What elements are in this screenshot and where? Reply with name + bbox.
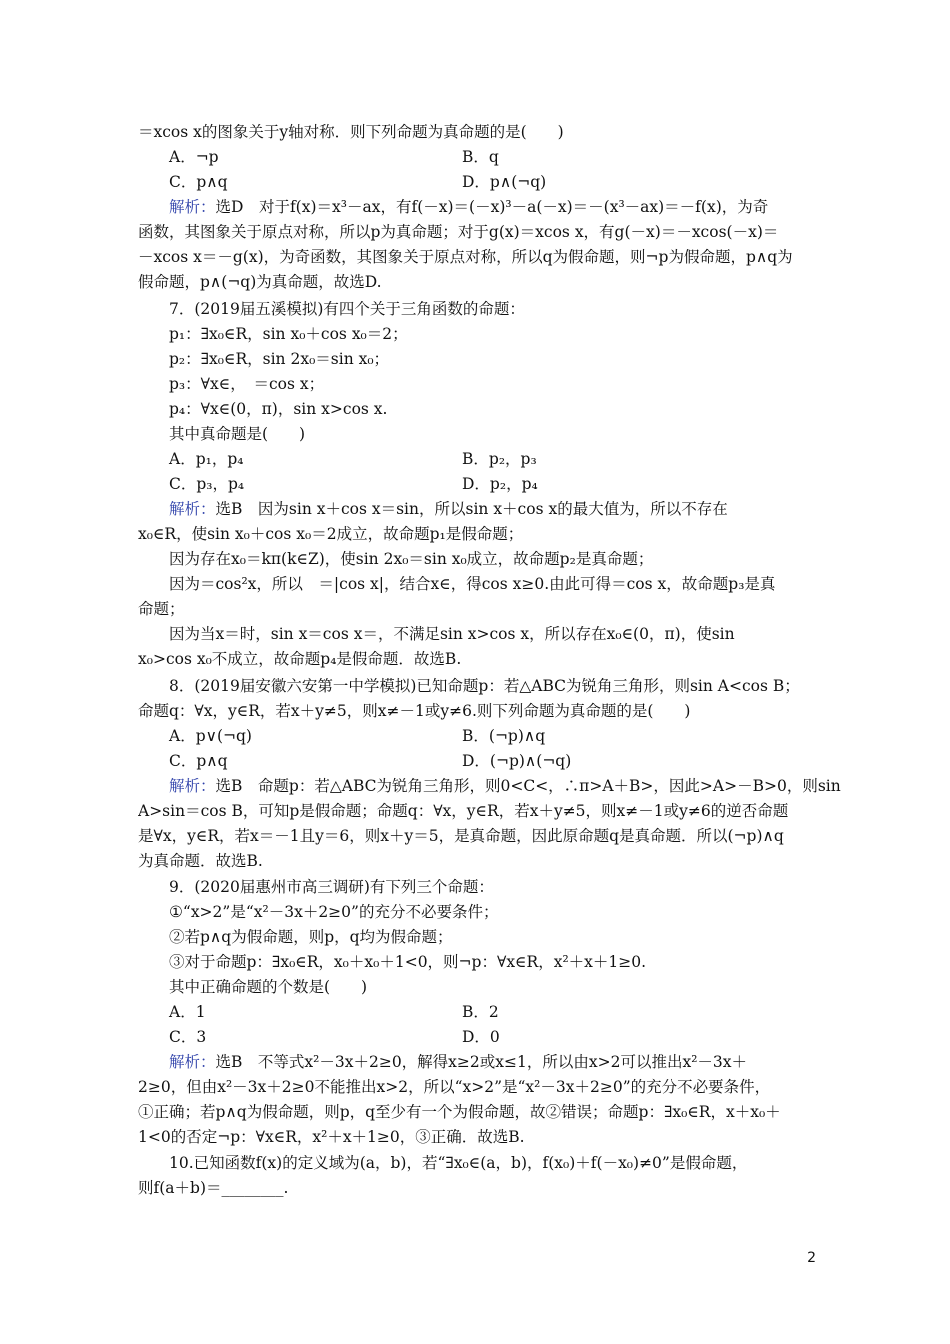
q6-analysis-line: －xcos x＝－g(x)，为奇函数，其图象关于原点对称，所以q为假命题，则¬p为假命题，p∧q为 [138,248,793,266]
q7-analysis-line: 解析：选B 因为sin x＋cos x＝sin，所以sin x＋cos x的最大值为，所以不存在 [169,500,728,518]
q7-prop: p₄：∀x∈(0，π)，sin x>cos x. [169,400,388,418]
q8-analysis-line: 是∀x，y∈R，若x＝－1且y＝6，则x＋y＝5，是真命题，因此原命题q是真命题．所以(¬p)∧q [138,827,784,845]
q7-analysis-line: 命题； [138,600,185,618]
q7-option-c: C．p₃，p₄ [169,475,245,493]
q7-analysis-line: 因为存在x₀＝kπ(k∈Z)，使sin 2x₀＝sin x₀成立，故命题p₂是真命题； [169,550,654,568]
q6-stem: ＝xcos x的图象关于y轴对称．则下列命题为真命题的是( ) [138,123,564,141]
analysis-label: 解析： [169,777,216,795]
analysis-label: 解析： [169,1053,216,1071]
q8-stem: 8．(2019届安徽六安第一中学模拟)已知命题p：若△ABC为锐角三角形，则sin A<cos B； [169,677,800,695]
q10-stem: 则f(a＋b)＝________. [138,1179,289,1197]
q7-prop: p₁：∃x₀∈R，sin x₀＋cos x₀＝2； [169,325,408,343]
q9-analysis-line: 1<0的否定¬p：∀x∈R，x²＋x＋1≥0，③正确．故选B. [138,1128,525,1146]
q6-option-d: D．p∧(¬q) [462,173,547,191]
q9-item: ②若p∧q为假命题，则p，q均为假命题； [169,928,453,946]
q10-stem: 10.已知函数f(x)的定义域为(a，b)，若“∃x₀∈(a，b)，f(x₀)＋f(－x₀)≠0”是假命题， [169,1154,748,1172]
q7-analysis-line: x₀∈R，使sin x₀＋cos x₀＝2成立，故命题p₁是假命题； [138,525,524,543]
q9-option-a: A．1 [169,1003,206,1021]
q7-analysis-line: x₀>cos x₀不成立，故命题p₄是假命题．故选B. [138,650,462,668]
q9-item: ③对于命题p：∃x₀∈R，x₀＋x₀＋1<0，则¬p：∀x∈R，x²＋x＋1≥0. [169,953,647,971]
q7-stem: 7．(2019届五溪模拟)有四个关于三角函数的命题： [169,300,525,318]
q8-option-c: C．p∧q [169,752,228,770]
q9-option-c: C．3 [169,1028,207,1046]
q9-ask: 其中正确命题的个数是( ) [169,978,368,996]
q8-option-d: D．(¬p)∧(¬q) [462,752,572,770]
page-number: 2 [807,1250,816,1266]
q8-stem: 命题q：∀x，y∈R，若x＋y≠5，则x≠－1或y≠6.则下列命题为真命题的是( ) [138,702,691,720]
q8-analysis-line: 解析：选B 命题p：若△ABC为锐角三角形，则0<C<，∴π>A＋B>，因此>A>－B>0，则sin [169,777,841,795]
q7-option-b: B．p₂，p₃ [462,450,537,468]
q9-item: ①“x>2”是“x²－3x＋2≥0”的充分不必要条件； [169,903,499,921]
q9-analysis-line: ①正确；若p∧q为假命题，则p，q至少有一个为假命题，故②错误；命题p：∃x₀∈R，x＋x₀＋ [138,1103,781,1121]
analysis-label: 解析： [169,500,216,518]
q6-option-a: A．¬p [169,148,219,166]
q7-analysis-line: 因为当x＝时，sin x＝cos x＝，不满足sin x>cos x，所以存在x₀∈(0，π)，使sin [169,625,735,643]
q7-prop: p₂：∃x₀∈R，sin 2x₀＝sin x₀； [169,350,390,368]
q6-analysis-line: 函数，其图象关于原点对称，所以p为真命题；对于g(x)＝xcos x，有g(－x)＝－xcos(－x)＝ [138,223,779,241]
q8-analysis-line: 为真命题．故选B. [138,852,263,870]
q6-analysis-line: 解析：选D 对于f(x)＝x³－ax，有f(－x)＝(－x)³－a(－x)＝－(x³－ax)＝－f(x)，为奇 [169,198,769,216]
q8-option-b: B．(¬p)∧q [462,727,546,745]
q8-option-a: A．p∨(¬q) [169,727,252,745]
q7-option-d: D．p₂，p₄ [462,475,538,493]
q6-option-c: C．p∧q [169,173,228,191]
analysis-label: 解析： [169,198,216,216]
q9-analysis-line: 解析：选B 不等式x²－3x＋2≥0，解得x≥2或x≤1，所以由x>2可以推出x²－3x＋ [169,1053,748,1071]
q7-analysis-line: 因为＝cos²x，所以 ＝|cos x|，结合x∈，得cos x≥0.由此可得＝cos x，故命题p₃是真 [169,575,776,593]
q9-analysis-line: 2≥0，但由x²－3x＋2≥0不能推出x>2，所以“x>2”是“x²－3x＋2≥0”的充分不必要条件， [138,1078,771,1096]
q9-option-d: D．0 [462,1028,500,1046]
q6-analysis-line: 假命题，p∧(¬q)为真命题，故选D. [138,273,382,291]
q9-stem: 9．(2020届惠州市高三调研)有下列三个命题： [169,878,494,896]
q7-prop: p₃：∀x∈， ＝cos x； [169,375,325,393]
q6-option-b: B．q [462,148,499,166]
q7-ask: 其中真命题是( ) [169,425,306,443]
q8-analysis-line: A>sin＝cos B，可知p是假命题；命题q：∀x，y∈R，若x＋y≠5，则x≠－1或y≠6的逆否命题 [138,802,789,820]
q7-option-a: A．p₁，p₄ [169,450,244,468]
q9-option-b: B．2 [462,1003,499,1021]
